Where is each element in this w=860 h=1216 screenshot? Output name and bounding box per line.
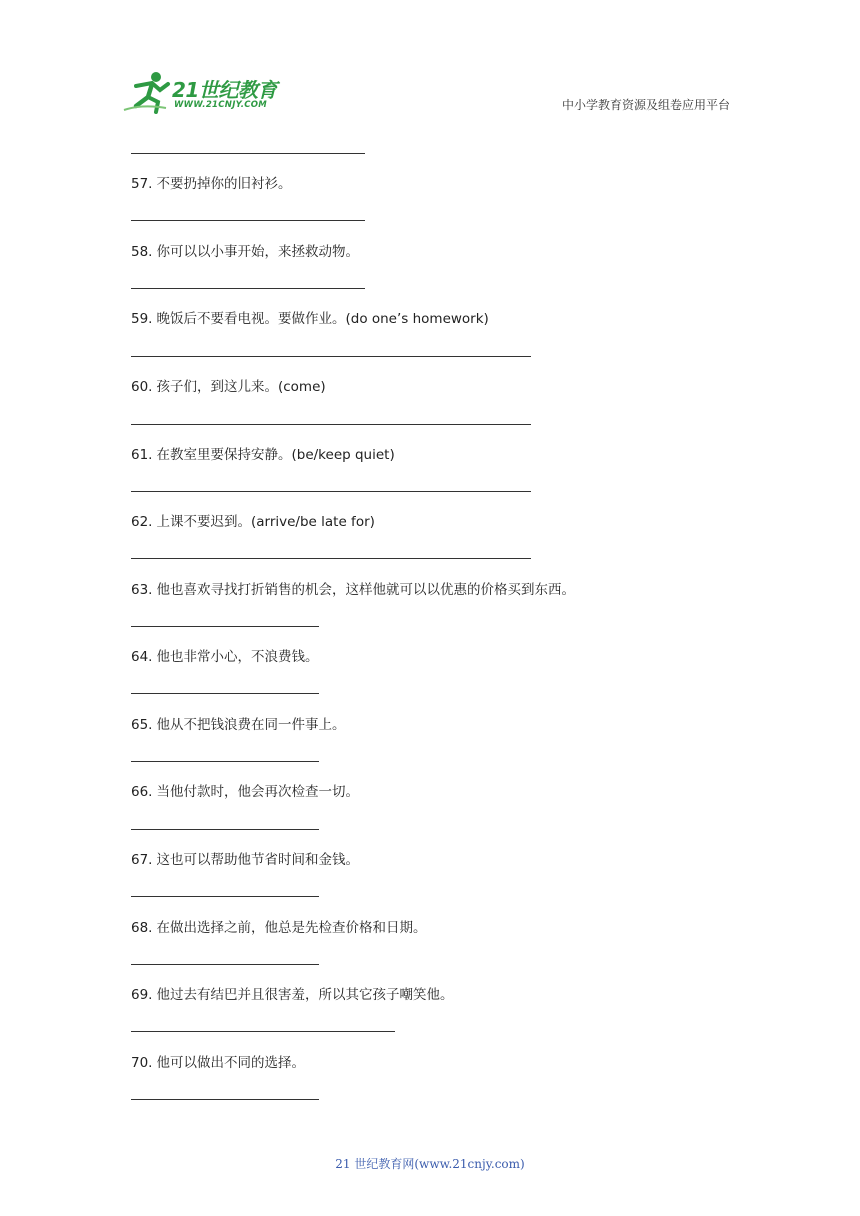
question-text: 孩子们，到这儿来。(come) [156, 379, 326, 395]
answer-line[interactable] [131, 1031, 395, 1032]
question-number: 60. [131, 379, 153, 395]
answer-line[interactable] [131, 153, 365, 154]
question-text: 这也可以帮助他节省时间和金钱。 [156, 852, 359, 868]
answer-line[interactable] [131, 220, 365, 221]
question-number: 58. [131, 244, 153, 260]
question-text: 上课不要迟到。(arrive/be late for) [156, 514, 375, 530]
platform-title: 中小学教育资源及组卷应用平台 [561, 98, 730, 112]
question-number: 67. [131, 852, 153, 868]
question-61 [131, 443, 395, 463]
question-number: 64. [131, 649, 153, 665]
page-header [0, 0, 860, 130]
question-number: 70. [131, 1055, 153, 1071]
answer-line[interactable] [131, 761, 319, 762]
answer-line[interactable] [131, 491, 531, 492]
question-60 [131, 375, 326, 395]
question-text: 他过去有结巴并且很害羞，所以其它孩子嘲笑他。 [156, 987, 454, 1003]
question-number: 69. [131, 987, 153, 1003]
question-number: 68. [131, 920, 153, 936]
answer-line[interactable] [131, 626, 319, 627]
answer-line[interactable] [131, 356, 531, 357]
question-text: 他从不把钱浪费在同一件事上。 [156, 717, 346, 733]
answer-line[interactable] [131, 896, 319, 897]
question-text: 在教室里要保持安静。(be/keep quiet) [156, 447, 395, 463]
question-65 [131, 713, 345, 733]
logo-text: 21世纪教育 [172, 78, 277, 102]
question-64 [131, 645, 318, 665]
logo-url: WWW.21CNJY.COM [174, 100, 268, 110]
question-58 [131, 240, 359, 260]
answer-line[interactable] [131, 1099, 319, 1100]
question-text: 他也非常小心，不浪费钱。 [156, 649, 319, 665]
question-text: 他可以做出不同的选择。 [156, 1055, 305, 1071]
question-67 [131, 848, 359, 868]
answer-line[interactable] [131, 964, 319, 965]
question-text: 当他付款时，他会再次检查一切。 [156, 784, 359, 800]
question-text: 他也喜欢寻找打折销售的机会，这样他就可以以优惠的价格买到东西。 [156, 582, 575, 598]
question-63 [131, 578, 575, 598]
question-number: 66. [131, 784, 153, 800]
runner-logo-icon [122, 70, 172, 114]
question-57 [131, 172, 291, 192]
answer-line[interactable] [131, 829, 319, 830]
answer-line[interactable] [131, 558, 531, 559]
question-number: 61. [131, 447, 153, 463]
question-number: 65. [131, 717, 153, 733]
answer-line[interactable] [131, 424, 531, 425]
answer-line[interactable] [131, 288, 365, 289]
question-69 [131, 983, 453, 1003]
question-text: 不要扔掉你的旧衬衫。 [156, 176, 292, 192]
question-59 [131, 307, 489, 327]
question-68 [131, 916, 426, 936]
question-62 [131, 510, 375, 530]
page-footer[interactable]: 21 世纪教育网(www.21cnjy.com) [335, 1157, 525, 1171]
question-number: 57. [131, 176, 153, 192]
question-66 [131, 780, 359, 800]
question-text: 晚饭后不要看电视。要做作业。(do one’s homework) [156, 311, 489, 327]
question-text: 你可以以小事开始，来拯救动物。 [156, 244, 359, 260]
question-number: 59. [131, 311, 153, 327]
question-number: 62. [131, 514, 153, 530]
answer-line[interactable] [131, 693, 319, 694]
logo [122, 70, 292, 116]
question-70 [131, 1051, 305, 1071]
question-number: 63. [131, 582, 153, 598]
question-text: 在做出选择之前，他总是先检查价格和日期。 [156, 920, 427, 936]
